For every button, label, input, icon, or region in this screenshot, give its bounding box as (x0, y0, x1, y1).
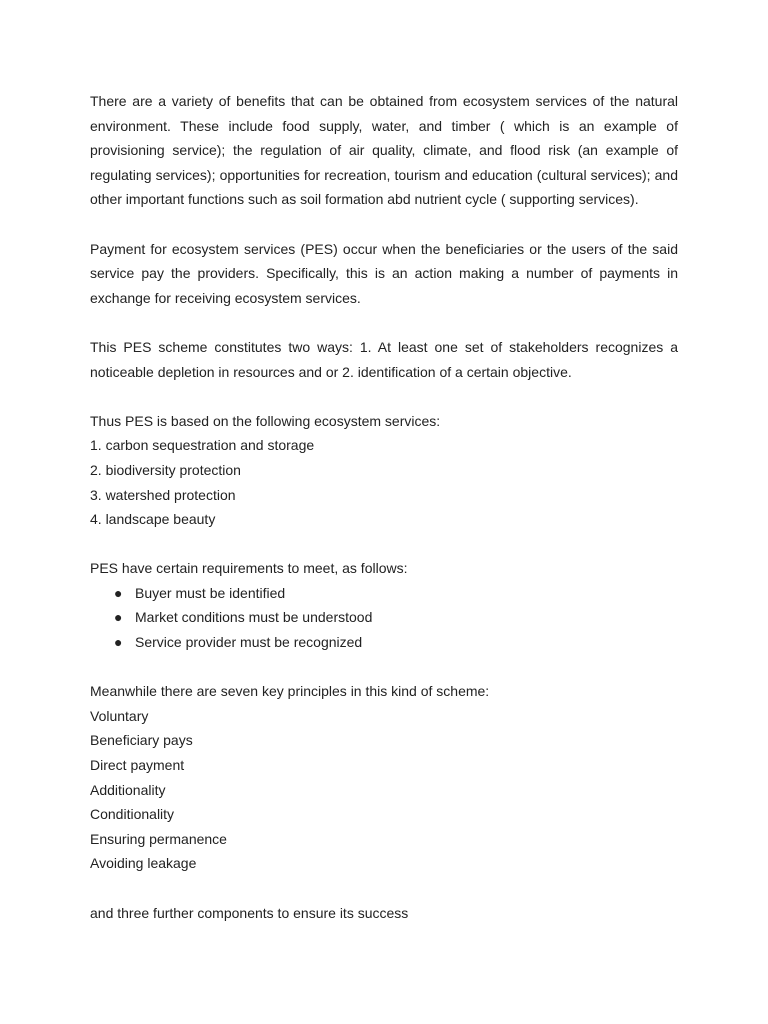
list-item: Ensuring permanence (90, 830, 227, 847)
requirements-intro: PES have certain requirements to meet, as follows: (90, 560, 408, 577)
list-item-text: Service provider must be recognized (135, 634, 363, 651)
list-item: Direct payment (90, 757, 185, 774)
bullet-icon: ● (114, 634, 123, 651)
paragraph-pes-definition: Payment for ecosystem services (PES) occur when the beneficiaries or the users of the said service pay the providers. Specifically, this is an action making a number of payments in exchange for receiving ecosystem services. (90, 240, 678, 306)
bullet-icon: ● (114, 609, 123, 626)
principles-section (90, 679, 678, 876)
list-item: 4. landscape beauty (90, 511, 216, 528)
list-item-text: Market conditions must be understood (135, 609, 373, 626)
list-item: Conditionality (90, 806, 175, 823)
list-item: 1. carbon sequestration and storage (90, 437, 315, 454)
list-item (90, 630, 678, 655)
closing-line: and three further components to ensure its success (90, 904, 409, 921)
paragraph-benefits: There are a variety of benefits that can be obtained from ecosystem services of the natural environment. These include food supply, water, and timber ( which is an example of provisioning service); the regulation of air quality, climate, and flood risk (an example of regulating services); opportunities for recreation, tourism and education (cultural services); and other important functions such as soil formation abd nutrient cycle ( supporting services). (90, 93, 678, 208)
list-item: 3. watershed protection (90, 486, 236, 503)
services-intro: Thus PES is based on the following ecosystem services: (90, 412, 441, 429)
requirements-section (90, 556, 678, 654)
list-item (90, 605, 678, 630)
list-item: Additionality (90, 781, 166, 798)
principles-intro: Meanwhile there are seven key principles in this kind of scheme: (90, 683, 490, 700)
requirements-list (90, 581, 678, 655)
list-item: Avoiding leakage (90, 855, 197, 872)
list-item: Beneficiary pays (90, 732, 193, 749)
list-item-text: Buyer must be identified (135, 584, 286, 601)
bullet-icon: ● (114, 584, 123, 601)
paragraph-scheme-ways: This PES scheme constitutes two ways: 1. At least one set of stakeholders recognizes a noticeable depletion in resources and or 2. identification of a certain objective. (90, 338, 678, 380)
list-item: Voluntary (90, 707, 149, 724)
services-section (90, 409, 678, 532)
list-item (90, 581, 678, 606)
list-item: 2. biodiversity protection (90, 461, 241, 478)
